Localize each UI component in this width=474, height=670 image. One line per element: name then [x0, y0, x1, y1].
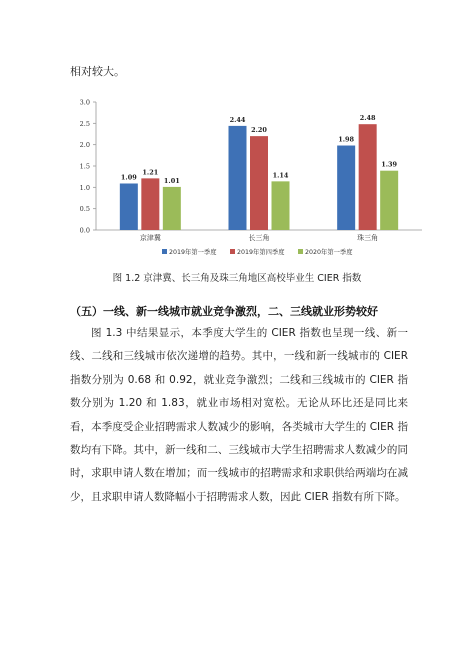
chart-canvas: [50, 92, 430, 270]
intro-tail-text: 相对较大。: [70, 65, 125, 78]
legend-swatch: [298, 249, 303, 254]
bar-data-label: 1.21: [142, 168, 159, 177]
bar-data-label: 1.01: [163, 176, 180, 185]
bar-data-label: 1.14: [272, 171, 289, 180]
bar-data-label: 2.44: [229, 115, 246, 124]
bar-data-label: 2.20: [251, 126, 267, 135]
legend-label: 2020年第一季度: [305, 249, 353, 256]
cier-bar-chart: [50, 92, 430, 270]
figure-caption: 图 1.2 京津冀、长三角及珠三角地区高校毕业生 CIER 指数: [112, 273, 362, 284]
bar: [380, 171, 398, 230]
y-tick-label: 1.0: [79, 183, 90, 192]
bar: [250, 136, 268, 230]
x-category-label: 珠三角: [357, 234, 379, 242]
bar: [272, 181, 290, 230]
y-tick-label: 1.5: [79, 162, 90, 171]
bar: [141, 178, 159, 230]
bar: [337, 146, 355, 230]
legend-swatch: [230, 249, 235, 254]
x-category-label: 京津冀: [139, 234, 161, 242]
bar-data-label: 1.39: [381, 160, 398, 169]
legend-label: 2019年第一季度: [169, 249, 217, 256]
bar: [359, 124, 377, 230]
x-category-label: 长三角: [248, 234, 270, 242]
y-tick-label: 0.5: [79, 205, 90, 214]
legend-label: 2019年第四季度: [237, 249, 285, 256]
bar-data-label: 2.48: [359, 114, 376, 123]
bar-data-label: 1.98: [338, 135, 355, 144]
legend-swatch: [162, 249, 167, 254]
bar: [163, 187, 181, 230]
y-tick-label: 2.5: [79, 119, 90, 128]
y-tick-label: 2.0: [79, 141, 90, 150]
body-paragraph: 图 1.3 中结果显示，本季度大学生的 CIER 指数也呈现一线、新一线、二线和三线城市依次递增的趋势。其中，一线和新一线城市的 CIER 指数分别为 0.68 和 0.92，就业竞争激烈；二线和三线城市的 CIER 指数分别为 1.20 和 1.83，就业市场相对宽松。无论从环比还是同比来看，本季度受企业招聘需求人数减少的影响，各类城市大学生的 CIER 指数均有下降。其中，新一线和二、三线城市大学生招聘需求人数减少的同时，求职申请人数在增加；而一线城市的招聘需求和求职供给两端均在减少，且求职申请人数降幅小于招聘需求人数，因此 CIER 指数有所下降。: [70, 327, 408, 503]
bar: [120, 183, 138, 230]
y-tick-label: 3.0: [79, 98, 90, 107]
bar: [229, 126, 247, 230]
y-tick-label: 0.0: [79, 226, 90, 235]
section-heading: （五）一线、新一线城市就业竞争激烈，二、三线就业形势较好: [70, 305, 378, 318]
bar-data-label: 1.09: [120, 173, 137, 182]
